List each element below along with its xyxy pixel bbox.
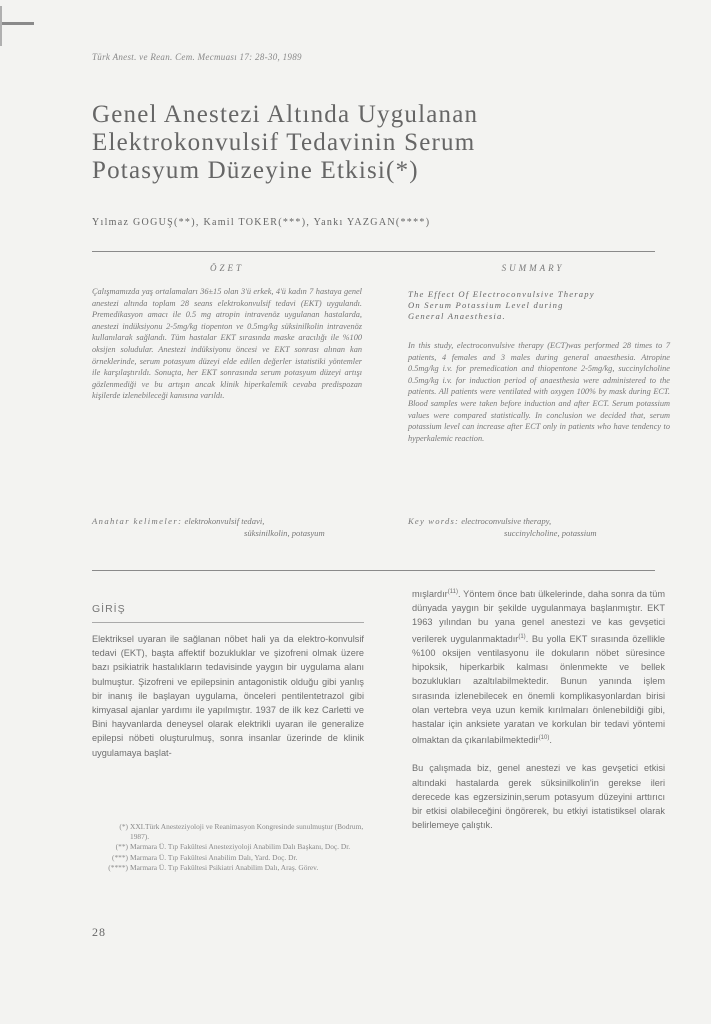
giris-left-column <box>92 632 364 760</box>
summary-title-line: General Anaesthesia. <box>408 311 506 321</box>
ozet-keywords-line1: elektrokonvulsif tedavi, <box>184 516 265 526</box>
summary-title-line: On Serum Potassium Level during <box>408 300 564 310</box>
footnote-text: Marmara Ü. Tıp Fakültesi Psikiatri Anabilim Dalı, Araş. Görev. <box>130 863 319 873</box>
giris-heading: GİRİŞ <box>92 603 126 615</box>
summary-keywords-label: Key words: <box>408 516 460 526</box>
footnote <box>104 822 380 841</box>
reference: (11) <box>447 589 458 595</box>
scan-edge-mark <box>0 22 34 25</box>
title-line: Genel Anestezi Altında Uygulanan <box>92 101 479 128</box>
footnote <box>104 842 380 852</box>
footnote-mark: (****) <box>108 863 128 873</box>
title-line: Elektrokonvulsif Tedavinin Serum <box>92 129 476 156</box>
page-number: 28 <box>92 925 106 939</box>
divider-top <box>92 251 655 252</box>
scan-edge-mark-vertical <box>0 6 2 46</box>
footnotes <box>104 822 380 874</box>
text-run: . <box>549 735 552 746</box>
giris-paragraph <box>412 585 665 747</box>
summary-keywords-line2: succinylcholine, potassium <box>504 527 597 538</box>
footnote-text: XXI.Türk Anesteziyoloji ve Reanimasyon Kongresinde sunulmuştur (Bodrum, 1987). <box>130 822 364 841</box>
ozet-keywords <box>92 516 362 539</box>
ozet-text: Çalışmamızda yaş ortalamaları 36±15 olan 3'ü erkek, 4'ü kadın 7 hastaya genel anestezi altında toplam 28 seans elektrokonvulsif tedavi (EKT) uygulandı. Premedikasyon amacı ile 0.5 mg atropin intravenöz uygulanan hastalarda, anestezi indüksiyonu 2-5mg/kg tiopenton ve 0.5mg/kg süksinilkolin intravenöz kullanılarak sağlandı. Tüm hastalar EKT sırasında maske aracılığı ile %100 oksijen soludular. Anestezi indüksiyonu öncesi ve EKT sonrası alınan kan örneklerinde, serum potasyum düzeyi elde edilen değerler istatistiki yöntemler ile karşılaştırıldı. Sonuçta, her EKT sonrasında serum potasyum düzeyi artışı gözlenmediği ve bu artışın ancak klinik hiperkalemik cevaba predispozan kişilerde izlenebileceği kanısına varıldı. <box>92 287 362 401</box>
reference: (1) <box>518 633 526 640</box>
title-line: Potasyum Düzeyine Etkisi(*) <box>92 157 419 184</box>
footnote-mark: (**) <box>115 842 128 852</box>
ozet-keywords-label: Anahtar kelimeler: <box>92 516 183 526</box>
footnote <box>104 853 380 863</box>
text-run: mışlardır <box>412 589 448 600</box>
footnote-text: Marmara Ü. Tıp Fakültesi Anesteziyoloji Anabilim Dalı Başkanı, Doç. Dr. <box>130 842 351 852</box>
text-run: . Yöntem önce batı ülkelerinde, daha sonra da tüm dünyada yaygın bir şekilde uygulanmaya başlanmıştır. EKT 1963 yılından bu yana genel anestezi ve kas gevşetici verilerek uygulanmaktadır <box>412 589 665 644</box>
divider-middle <box>92 570 655 571</box>
author-list: Yılmaz GOGUŞ(**), Kamil TOKER(***), Yankı YAZGAN(****) <box>92 217 431 228</box>
giris-paragraph: Bu çalışmada biz, genel anestezi ve kas gevşetici etkisi altındaki hastalarda gerek süksinilkolin'in gerekse ileri derecede kas egzersizinin,serum potasyum düzeyini arttırıcı bir etkisi olabileceğini öngörerek, bu etkiyi istatistiksel olarak belirlemeye çalıştık. <box>412 763 665 831</box>
summary-text: In this study, electroconvulsive therapy (ECT)was performed 28 times to 7 patients, 4 females and 3 males during general anaesthesia. Atropine 0.5mg/kg i.v. for premedication and thiopentone 2-5mg/kg, succinylcholine 0.5mg/kg i.v. for induction period of anaesthesia were administered to the patients. All patients were ventilated with oxygen 100% by mask during ECT. Blood samples were taken before induction and after ECT. Serum potassium values were compared statistically. In conclusion we decided that, serum potassium level can increase after ECT only in patients who have tendency to hyperkalemic reaction. <box>408 341 670 443</box>
giris-paragraph: Elektriksel uyaran ile sağlanan nöbet hali ya da elektro-konvulsif tedavi (EKT), başta affektif bozukluklar ve şizofreni olmak üzere bazı psikiatrik hastalıkların tedavisinde yaygın bir uygulama alanı bulmuştur. Şizofreni ve epilepsinin antagonistik olduğu gibi yanlış bir inanış ile başlayan uygulama, önceleri pentilentetrazol gibi kimyasal ajanlar yardımı ile yapılmıştır. 1937 de ilk kez Carletti ve Bini hayvanlarda deneysel olarak elektrikli uyaran ile generalize epilepsi nöbeti oluşturulmuş, sonra insanlar üzerinde de klinik uygulamaya başlat- <box>92 634 364 758</box>
journal-citation: Türk Anest. ve Rean. Cem. Mecmuası 17: 28-30, 1989 <box>92 52 302 62</box>
summary-heading: SUMMARY <box>501 263 565 273</box>
article-title <box>92 101 652 185</box>
reference: (10) <box>538 735 550 742</box>
ozet-keywords-line2: süksinilkolin, potasyum <box>244 527 325 538</box>
ozet-heading: ÖZET <box>209 263 244 273</box>
footnote-text: Marmara Ü. Tıp Fakültesi Anabilim Dalı, Yard. Doç. Dr. <box>130 852 298 862</box>
footnote-mark: (*) <box>119 822 128 831</box>
summary-title-line: The Effect Of Electroconvulsive Therapy <box>408 289 595 299</box>
giris-right-column <box>412 585 665 832</box>
summary-keywords <box>408 516 670 539</box>
text-run: . Bu yolla EKT sırasında özellikle %100 oksijen ventilasyonu ile dokuların nöbet süresince hipoksik, hiperkarbik kalması önlenmekte ve bellek bozuklukları azaltılabilmektedir. Bunun yanında işlem sırasında izlenebilecek en önemli komplikasyonlardan birisi olan vertebra veya uzun kemik kırılmaları önlenebildiği gibi, hastalar için anksiete yaratan ve korkulan bir tedavi yöntemi olmaktan da çıkarılabilmektedir <box>412 633 665 746</box>
giris-underline <box>92 622 364 623</box>
footnote <box>104 863 380 873</box>
footnote-mark: (***) <box>111 852 128 862</box>
summary-keywords-line1: electroconvulsive therapy, <box>461 516 552 526</box>
summary-title <box>408 289 668 322</box>
